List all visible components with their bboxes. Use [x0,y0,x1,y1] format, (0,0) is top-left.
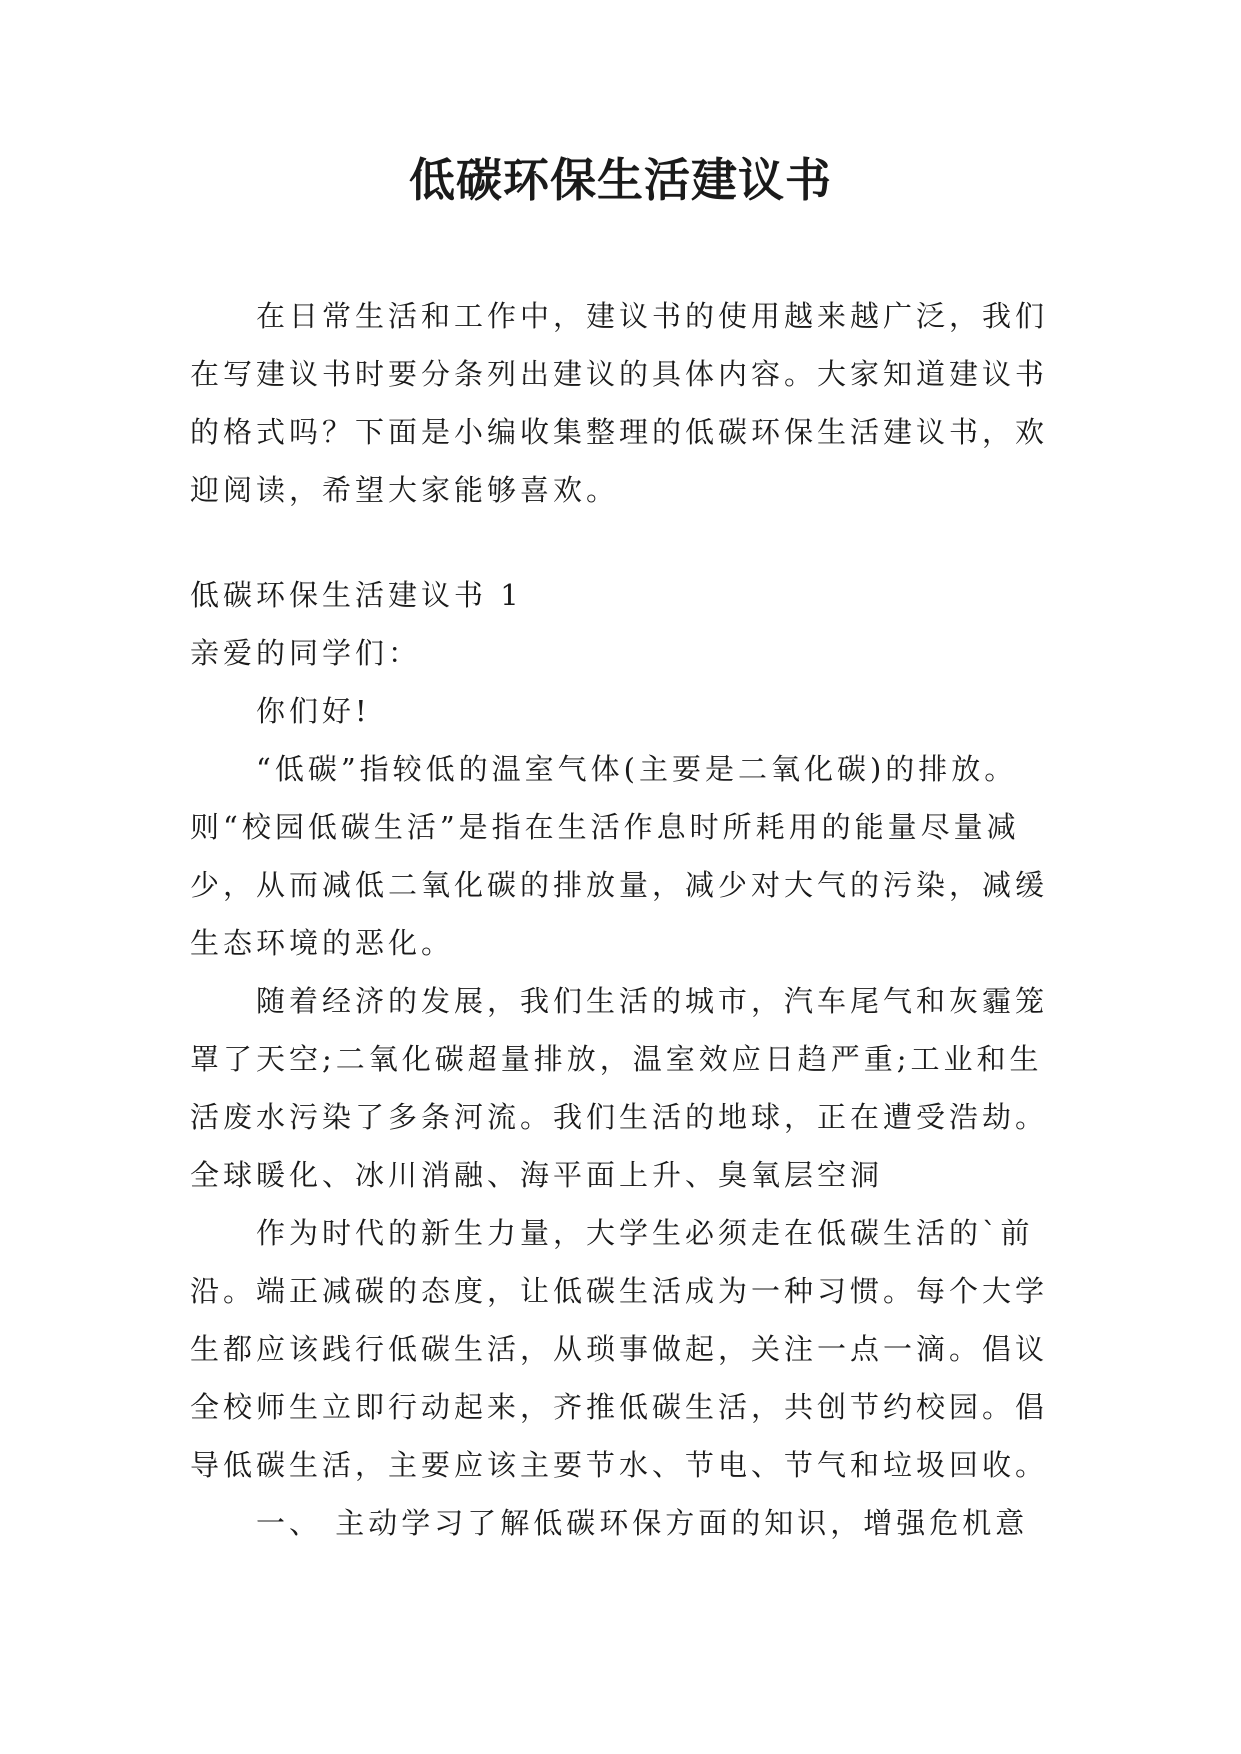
paragraph-line: 沿。端正减碳的态度，让低碳生活成为一种习惯。每个大学 [190,1274,1049,1308]
paragraph-line: 作为时代的新生力量，大学生必须走在低碳生活的`前 [256,1216,1034,1250]
paragraph-line: 导低碳生活，主要应该主要节水、节电、节气和垃圾回收。 [190,1448,1049,1482]
paragraph-line: “低碳”指较低的温室气体(主要是二氧化碳)的排放。 [256,752,1018,786]
paragraph-low-carbon-definition [190,740,1050,972]
paragraph-line: 活废水污染了多条河流。我们生活的地球，正在遭受浩劫。 [190,1100,1049,1134]
paragraph-line: 全球暖化、冰川消融、海平面上升、臭氧层空洞 [190,1158,884,1192]
paragraph-call-to-action [190,1204,1050,1494]
salutation: 亲爱的同学们： [190,636,422,670]
paragraph-line: 则“校园低碳生活”是指在生活作息时所耗用的能量尽量减 [190,810,1020,844]
paragraph-line: 随着经济的发展，我们生活的城市，汽车尾气和灰霾笼 [256,984,1049,1018]
document-title: 低碳环保生活建议书 [409,153,832,207]
paragraph-line: 生都应该践行低碳生活，从琐事做起，关注一点一滴。倡议 [190,1332,1049,1366]
greeting: 你们好! [256,694,371,728]
paragraph-gap [190,519,1050,566]
paragraph-environment [190,972,1050,1204]
document-body [190,287,1050,1552]
paragraph-line: 少，从而减低二氧化碳的排放量，减少对大气的污染，减缓 [190,868,1049,902]
intro-line: 迎阅读，希望大家能够喜欢。 [190,473,620,507]
intro-line: 在日常生活和工作中，建议书的使用越来越广泛，我们 [256,299,1049,333]
section-heading: 低碳环保生活建议书 1 [190,578,523,612]
intro-paragraph [190,287,1050,519]
numbered-point: 一、 主动学习了解低碳环保方面的知识，增强危机意 [256,1506,1029,1540]
paragraph-line: 罩了天空;二氧化碳超量排放，温室效应日趋严重;工业和生 [190,1042,1043,1076]
paragraph-line: 生态环境的恶化。 [190,926,455,960]
paragraph-line: 全校师生立即行动起来，齐推低碳生活，共创节约校园。倡 [190,1390,1049,1424]
intro-line: 的格式吗？下面是小编收集整理的低碳环保生活建议书，欢 [190,415,1049,449]
intro-line: 在写建议书时要分条列出建议的具体内容。大家知道建议书 [190,357,1049,391]
